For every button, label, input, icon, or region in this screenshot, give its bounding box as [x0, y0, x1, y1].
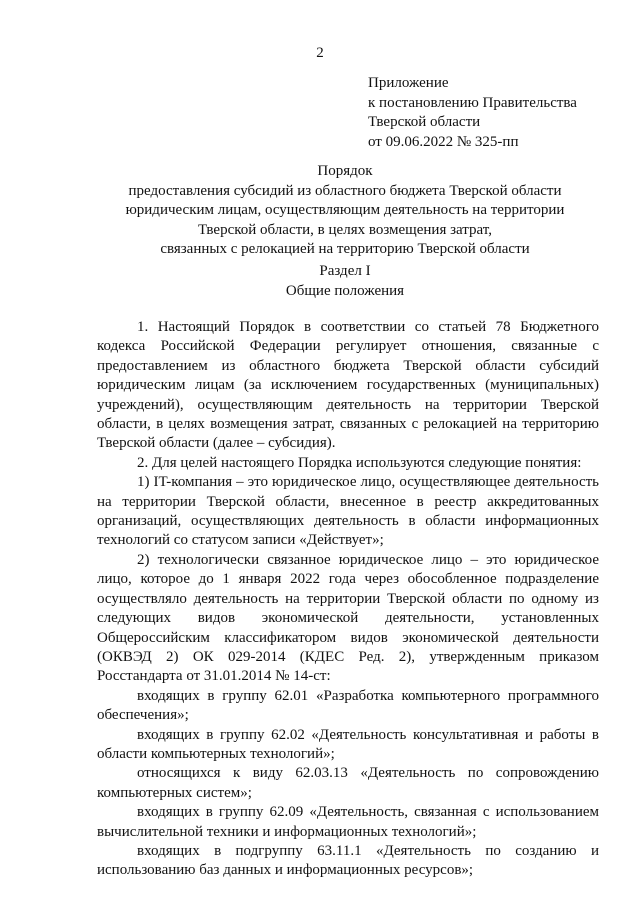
paragraph: относящихся к виду 62.03.13 «Деятельность по сопровождению компьютерных систем»;	[97, 765, 599, 801]
appendix-header	[368, 74, 618, 152]
section-number: Раздел I	[319, 263, 371, 279]
paragraph: 2. Для целей настоящего Порядка используются следующие понятия:	[137, 454, 582, 471]
document-title	[95, 162, 595, 260]
paragraph: 1) IT-компания – это юридическое лицо, осуществляющее деятельность на территории Тверской области, внесенное в реестр аккредитованных организаций, осуществляющих деятельность в области информационных технологий со статусом записи «Действует»;	[97, 474, 599, 549]
title-heading: Порядок	[317, 163, 373, 179]
paragraph: входящих в группу 62.02 «Деятельность консультативная и работы в области компьютерных технологий»;	[97, 726, 599, 762]
paragraph: входящих в подгруппу 63.11.1 «Деятельность по созданию и использованию баз данных и информационных ресурсов»;	[97, 842, 599, 879]
section-name: Общие положения	[285, 282, 405, 299]
appendix-line: Приложение	[368, 75, 449, 91]
title-line: юридическим лицам, осуществляющим деятельность на территории	[125, 202, 565, 218]
title-line: Тверской области, в целях возмещения затрат,	[198, 221, 492, 238]
document-body	[97, 318, 599, 881]
paragraph: входящих в группу 62.01 «Разработка компьютерного программного обеспечения»;	[97, 687, 599, 724]
appendix-line: от 09.06.2022 № 325-пп	[368, 133, 519, 150]
paragraph: входящих в группу 62.09 «Деятельность, связанная с использованием вычислительной техники и информационных технологий»;	[97, 804, 599, 840]
page-number: 2	[316, 45, 324, 61]
appendix-line: к постановлению Правительства	[368, 94, 577, 111]
title-line: связанных с релокацией на территорию Тверской области	[160, 241, 530, 257]
appendix-line: Тверской области	[368, 114, 481, 130]
paragraph: 2) технологически связанное юридическое лицо – это юридическое лицо, которое до 1 января 2022 года через обособленное подразделение осуществляло деятельность на территории Тверской области по одному из следующих видов экономической деятельности, установленных Общероссийским классификатором видов экономической деятельности (ОКВЭД 2) ОК 029-2014 (КДЕС Ред. 2), утвержденным приказом Росстандарта от 31.01.2014 № 14-ст:	[97, 551, 599, 685]
title-line: предоставления субсидий из областного бюджета Тверской области	[128, 182, 562, 199]
paragraph: 1. Настоящий Порядок в соответствии со статьей 78 Бюджетного кодекса Российской Федерации регулирует отношения, связанные с предоставлением из областного бюджета Тверской области субсидий юридическим лицам (за исключением государственных (муниципальных) учреждений), осуществляющим деятельность на территории Тверской области, в целях возмещения затрат, связанных с релокацией на территорию Тверской области (далее – субсидия).	[97, 319, 599, 452]
section-heading	[95, 262, 595, 301]
